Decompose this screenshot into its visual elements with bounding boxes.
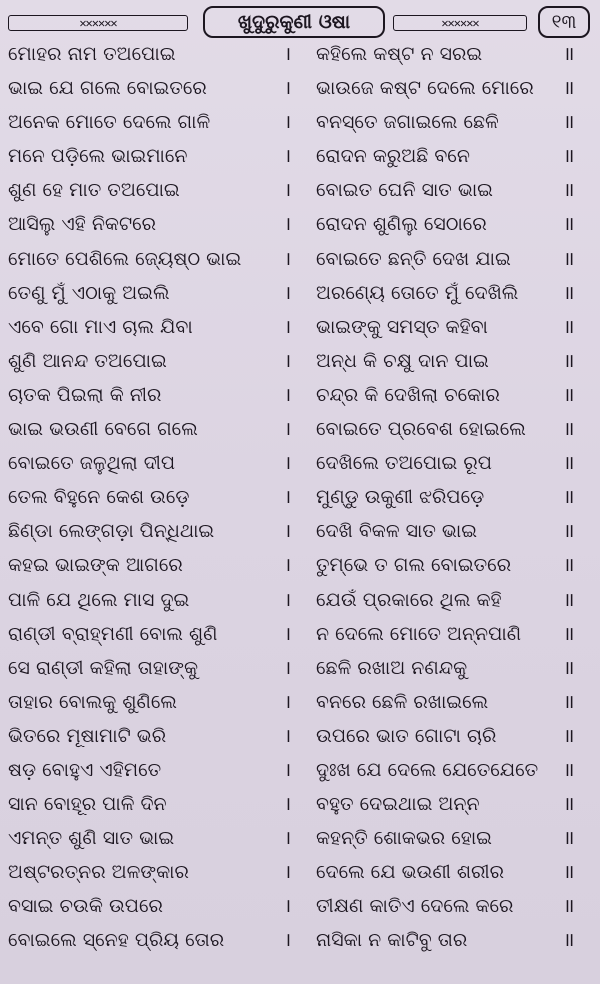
verse-separator: । <box>284 895 292 918</box>
verse-first-half: ତେଣୁ ମୁଁ ଏଠାକୁ ଅଇଲି <box>8 281 170 304</box>
verse-line <box>0 889 600 923</box>
verse-line <box>0 719 600 753</box>
verse-second-half: ବନସ୍ତେ ଜଗାଇଲେ ଛେଳି <box>316 111 499 134</box>
verse-second-half: ବହୁତ ଦେଇଥାଇ ଅନ୍ନ <box>316 793 480 816</box>
verse-line <box>0 412 600 446</box>
verse-first-half: ଛିଣ୍ଡା ଲେଙ୍ଗଡ଼ା ପିନ୍ଧିଥାଇ <box>8 520 215 543</box>
verse-first-half: ସେ ରାଣ୍ଡୀ କହିଲା ତାହାଙ୍କୁ <box>8 656 198 679</box>
verse-line <box>0 37 600 71</box>
verse-second-half: ନ ଦେଲେ ମୋତେ ଅନ୍ନପାଣି <box>316 622 522 645</box>
verse-end-mark: ॥ <box>563 452 575 475</box>
verse-end-mark: ॥ <box>563 929 575 952</box>
verse-line <box>0 480 600 514</box>
verse-second-half: ଦେଲେ ଯେ ଭଉଣୀ ଶରୀର <box>316 861 504 884</box>
border-pattern-text: ✕✕✕✕✕✕ <box>441 16 479 30</box>
verse-separator: । <box>284 383 292 406</box>
verse-end-mark: ॥ <box>563 861 575 884</box>
verse-line <box>0 821 600 855</box>
verse-second-half: ନାସିକା ନ କାଟିବୁ ତାର <box>316 929 468 952</box>
verse-separator: । <box>284 486 292 509</box>
verse-second-half: ଦେଖିଲେ ତଅପୋଇ ରୂପ <box>316 452 492 475</box>
verse-second-half: ବୋଇତେ ପ୍ରବେଶ ହୋଇଲେ <box>316 418 526 441</box>
verse-first-half: ତାହାର ବୋଲକୁ ଶୁଣିଲେ <box>8 690 177 713</box>
verse-separator: । <box>284 520 292 543</box>
verse-second-half: ଚନ୍ଦ୍ର କି ଦେଖିଲା ଚକୋର <box>316 383 500 406</box>
verse-first-half: ଶୁଣି ଆନନ୍ଦ ତଅପୋଇ <box>8 349 167 372</box>
verse-separator: । <box>284 179 292 202</box>
verse-separator: । <box>284 281 292 304</box>
verse-end-mark: ॥ <box>563 554 575 577</box>
verse-first-half: ଭାଇ ଯେ ଗଲେ ବୋଇତରେ <box>8 77 207 100</box>
verse-first-half: ଏମନ୍ତ ଶୁଣି ସାତ ଭାଇ <box>8 827 175 850</box>
verse-line <box>0 923 600 957</box>
verse-line <box>0 855 600 889</box>
verse-end-mark: ॥ <box>563 349 575 372</box>
verse-first-half: ବସାଇ ଚଉକି ଉପରେ <box>8 895 163 918</box>
verse-second-half: ଦେଖି ବିକଳ ସାତ ଭାଇ <box>316 520 477 543</box>
verse-second-half: ବୋଇତେ ଛନ୍ତି ଦେଖ ଯାଇ <box>316 247 511 270</box>
verse-separator: । <box>284 622 292 645</box>
verse-line <box>0 105 600 139</box>
verse-end-mark: ॥ <box>563 758 575 781</box>
verse-separator: । <box>284 315 292 338</box>
verse-second-half: କହନ୍ତି ଶୋକଭର ହୋଇ <box>316 827 492 850</box>
verse-separator: । <box>284 758 292 781</box>
verse-end-mark: ॥ <box>563 213 575 236</box>
verse-end-mark: ॥ <box>563 179 575 202</box>
verse-separator: । <box>284 145 292 168</box>
verse-end-mark: ॥ <box>563 622 575 645</box>
verse-separator: । <box>284 452 292 475</box>
verse-line <box>0 207 600 241</box>
verse-first-half: ତେଲ ବିହୁନେ କେଶ ଉଡ଼େ <box>8 486 190 509</box>
verse-first-half: ବୋଇତେ ଜଳୁଥିଲା ଦୀପ <box>8 452 176 475</box>
verse-end-mark: ॥ <box>563 43 575 65</box>
verse-end-mark: ॥ <box>563 111 575 134</box>
verse-first-half: ଏବେ ଗୋ ମାଏ ଚାଲ ଯିବା <box>8 315 193 338</box>
verse-first-half: ଆସିଲୁ ଏହି ନିକଟରେ <box>8 213 157 236</box>
verse-separator: । <box>284 213 292 236</box>
verse-line <box>0 514 600 548</box>
verse-end-mark: ॥ <box>563 895 575 918</box>
verse-second-half: ମୁଣ୍ଡୁ ଉକୁଣୀ ଝରିପଡ଼େ <box>316 486 485 509</box>
verse-first-half: ପାଳି ଯେ ଥିଲେ ମାସ ଦୁଇ <box>8 588 190 611</box>
verse-second-half: ବୋଇତ ଘେନି ସାତ ଭାଇ <box>316 179 493 202</box>
verse-first-half: ଚାତକ ପିଇଲା କି ନୀର <box>8 383 162 406</box>
verse-separator: । <box>284 349 292 372</box>
verse-first-half: ଷଡ଼ ବୋହୁଏ ଏହିମତେ <box>8 758 162 781</box>
verse-separator: । <box>284 827 292 850</box>
verse-second-half: ଅରଣ୍ୟେ ତୋତେ ମୁଁ ଦେଖିଲି <box>316 281 519 304</box>
verse-separator: । <box>284 793 292 816</box>
verse-first-half: ରାଣ୍ଡୀ ବ୍ରାହ୍ମଣୀ ବୋଲ ଶୁଣି <box>8 622 218 645</box>
verse-first-half: ମନେ ପଡ଼ିଲେ ଭାଇମାନେ <box>8 145 188 168</box>
verse-second-half: ରୋଦନ ଶୁଣିଲୁ ସେଠାରେ <box>316 213 487 236</box>
verse-end-mark: ॥ <box>563 656 575 679</box>
verse-second-half: ଦୁଃଖ ଯେ ଦେଲେ ଯେତେଯେତେ <box>316 758 539 781</box>
verse-end-mark: ॥ <box>563 588 575 611</box>
verse-first-half: ଅଷ୍ଟରତ୍ନର ଅଳଙ୍କାର <box>8 861 189 884</box>
verse-second-half: କହିଲେ କଷ୍ଟ ନ ସରଇ <box>316 43 483 65</box>
verse-separator: । <box>284 418 292 441</box>
verse-second-half: ଭାଉଜେ କଷ୍ଟ ଦେଲେ ମୋରେ <box>316 77 534 100</box>
verse-end-mark: ॥ <box>563 145 575 168</box>
verse-first-half: ବୋଇଲେ ସ୍ନେହ ପ୍ରିୟ ତୋର <box>8 929 225 952</box>
verse-line <box>0 446 600 480</box>
verse-line <box>0 242 600 276</box>
verse-separator: । <box>284 247 292 270</box>
verse-separator: । <box>284 724 292 747</box>
verse-line <box>0 276 600 310</box>
verse-line <box>0 139 600 173</box>
verse-line <box>0 378 600 412</box>
verse-separator: । <box>284 588 292 611</box>
verse-end-mark: ॥ <box>563 281 575 304</box>
verse-end-mark: ॥ <box>563 486 575 509</box>
verse-line <box>0 310 600 344</box>
verse-second-half: ତୀକ୍ଷଣ କାତିଏ ଦେଲେ କରେ <box>316 895 514 918</box>
verse-line <box>0 651 600 685</box>
verse-end-mark: ॥ <box>563 827 575 850</box>
verse-end-mark: ॥ <box>563 418 575 441</box>
verse-first-half: କହଇ ଭାଇଙ୍କ ଆଗରେ <box>8 554 183 577</box>
verse-end-mark: ॥ <box>563 690 575 713</box>
verse-end-mark: ॥ <box>563 793 575 816</box>
verse-first-half: ମୋତେ ପେଶିଲେ ଜ୍ୟେଷ୍ଠ ଭାଇ <box>8 247 242 270</box>
verse-second-half: ଅନ୍ଧ କି ଚକ୍ଷୁ ଦାନ ପାଇ <box>316 349 489 372</box>
verse-line <box>0 787 600 821</box>
verse-separator: । <box>284 43 292 65</box>
verse-line <box>0 617 600 651</box>
verse-second-half: ବନରେ ଛେଳି ରଖାଇଲେ <box>316 690 489 713</box>
verse-separator: । <box>284 929 292 952</box>
verse-line <box>0 71 600 105</box>
page-title: ଖୁଦୁରୁକୁଣୀ ଓଷା <box>203 6 385 38</box>
verse-separator: । <box>284 111 292 134</box>
verse-end-mark: ॥ <box>563 315 575 338</box>
verse-second-half: ରୋଦନ କରୁଅଛି ବନେ <box>316 145 470 168</box>
decorative-border-left <box>8 15 188 31</box>
verse-separator: । <box>284 861 292 884</box>
verse-end-mark: ॥ <box>563 724 575 747</box>
verse-line <box>0 753 600 787</box>
verse-second-half: ଉପରେ ଭାତ ଗୋଟା ଚାରି <box>316 724 497 747</box>
verse-separator: । <box>284 656 292 679</box>
verse-end-mark: ॥ <box>563 77 575 100</box>
verse-first-half: ଭାଇ ଭଉଣୀ ବେଗେ ଗଲେ <box>8 418 198 441</box>
verse-separator: । <box>284 690 292 713</box>
decorative-border-right <box>393 15 527 31</box>
verse-second-half: ଭାଇଙ୍କୁ ସମସ୍ତ କହିବା <box>316 315 488 338</box>
page-number: ୧୩ <box>538 6 590 38</box>
verse-end-mark: ॥ <box>563 383 575 406</box>
verse-second-half: ତୁମ୍ଭେ ତ ଗଲ ବୋଇତରେ <box>316 554 512 577</box>
verse-first-half: ଶୁଣ ହେ ମାତ ତଅପୋଇ <box>8 179 180 202</box>
verse-second-half: ଛେଳି ରଖାଅ ନଣନ୍ଦକୁ <box>316 656 468 679</box>
page-header <box>6 6 594 36</box>
verse-end-mark: ॥ <box>563 520 575 543</box>
verse-line <box>0 583 600 617</box>
verse-line <box>0 344 600 378</box>
verse-end-mark: ॥ <box>563 247 575 270</box>
verse-separator: । <box>284 77 292 100</box>
verse-list <box>0 37 600 958</box>
verse-line <box>0 685 600 719</box>
verse-first-half: ସାନ ବୋହୂର ପାଳି ଦିନ <box>8 793 167 816</box>
verse-second-half: ଯେଉଁ ପ୍ରକାରେ ଥିଲ କହି <box>316 588 502 611</box>
border-pattern-text: ✕✕✕✕✕✕ <box>79 16 117 30</box>
verse-first-half: ମୋହର ନାମ ତଅପୋଇ <box>8 43 176 65</box>
verse-line <box>0 548 600 582</box>
verse-separator: । <box>284 554 292 577</box>
verse-first-half: ଅନେକ ମୋତେ ଦେଲେ ଗାଳି <box>8 111 211 134</box>
verse-line <box>0 173 600 207</box>
verse-first-half: ଭିତରେ ମୂଷାମାଟି ଭରି <box>8 724 167 747</box>
